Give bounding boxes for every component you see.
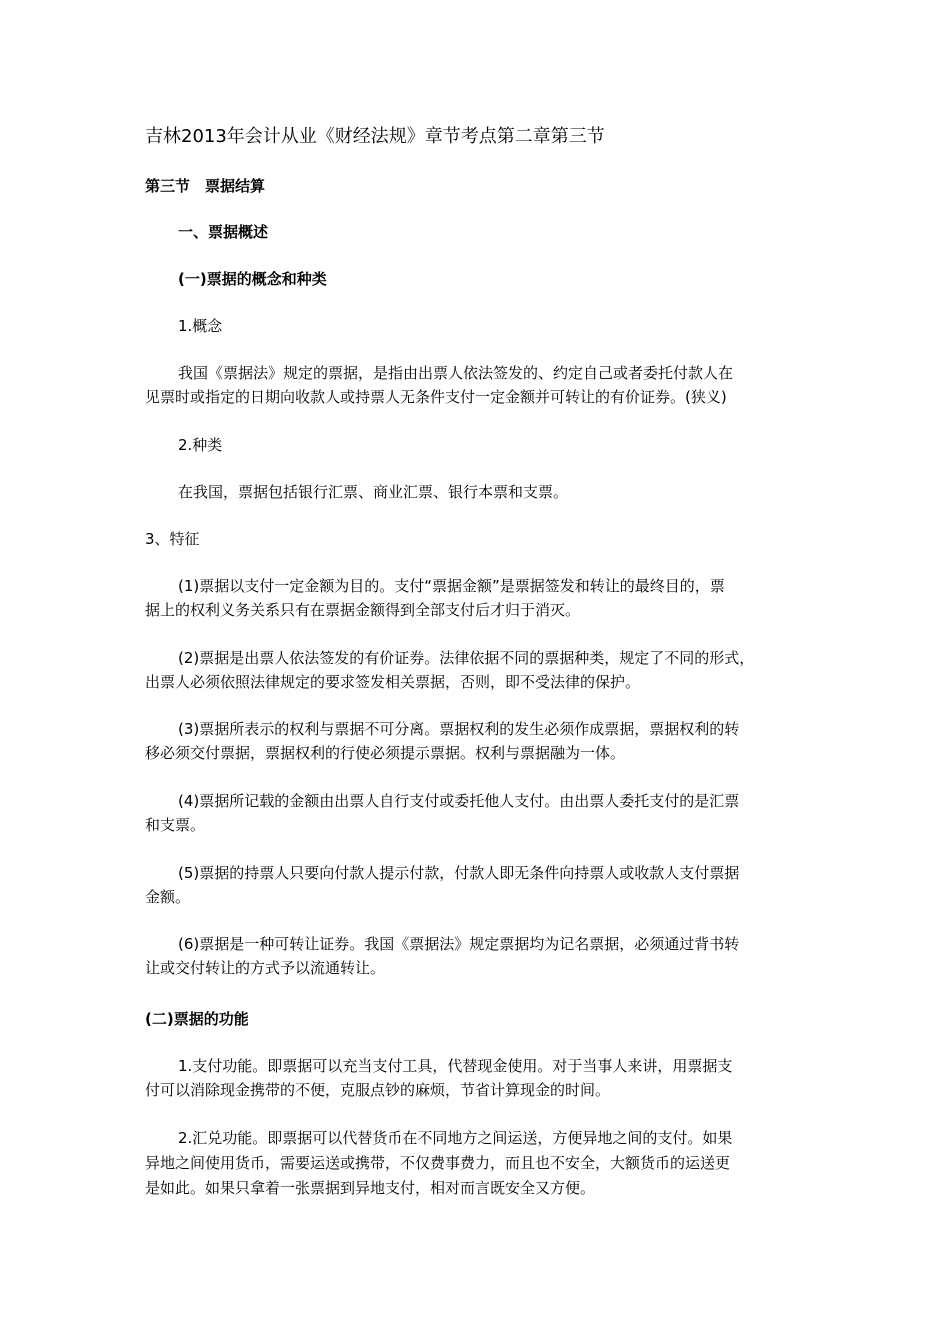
function-1-line: 付可以消除现金携带的不便，克服点钞的麻烦，节省计算现金的时间。 [145,1081,611,1099]
function-2-line: 是如此。如果只拿着一张票据到异地支付，相对而言既安全又方便。 [145,1179,596,1197]
feature-1-line: (1)票据以支付一定金额为目的。支付“票据金额”是票据签发和转让的最终目的，票 [178,577,725,595]
document-title: 吉林2013年会计从业《财经法规》章节考点第二章第三节 [145,126,605,147]
function-2-line: 异地之间使用货币，需要运送或携带，不仅费事费力，而且也不安全，大额货币的运送更 [145,1154,731,1172]
feature-2-line: 出票人必须依照法律规定的要求签发相关票据，否则，即不受法律的保护。 [145,673,641,691]
feature-5-line: 金额。 [145,888,191,906]
feature-2-line: (2)票据是出票人依法签发的有价证券。法律依据不同的票据种类，规定了不同的形式， [178,649,755,667]
feature-5-line: (5)票据的持票人只要向付款人提示付款，付款人即无条件向持票人或收款人支付票据 [178,864,740,882]
function-2-line: 2.汇兑功能。即票据可以代替货币在不同地方之间运送，方便异地之间的支付。如果 [178,1129,733,1147]
types-paragraph: 在我国，票据包括银行汇票、商业汇票、银行本票和支票。 [178,483,569,501]
feature-6-line: (6)票据是一种可转让证券。我国《票据法》规定票据均为记名票据，必须通过背书转 [178,935,740,953]
feature-4-line: 和支票。 [145,816,206,834]
concept-paragraph-line: 见票时或指定的日期向收款人或持票人无条件支付一定金额并可转让的有价证券。(狭义) [145,388,727,406]
feature-3-line: 移必须交付票据，票据权利的行使必须提示票据。权利与票据融为一体。 [145,744,626,762]
feature-6-line: 让或交付转让的方式予以流通转让。 [145,959,386,977]
concept-paragraph-line: 我国《票据法》规定的票据，是指由出票人依法签发的、约定自己或者委托付款人在 [178,364,734,382]
subheading-overview: 一、票据概述 [178,223,269,241]
feature-4-line: (4)票据所记载的金额由出票人自行支付或委托他人支付。由出票人委托支付的是汇票 [178,792,740,810]
item-concept: 1.概念 [178,317,223,335]
function-1-line: 1.支付功能。即票据可以充当支付工具，代替现金使用。对于当事人来讲，用票据支 [178,1057,733,1075]
item-types: 2.种类 [178,436,223,454]
feature-3-line: (3)票据所表示的权利与票据不可分离。票据权利的发生必须作成票据，票据权利的转 [178,720,740,738]
subheading-concept-and-types: (一)票据的概念和种类 [178,270,327,288]
item-features: 3、特征 [145,530,200,548]
subheading-functions: (二)票据的功能 [145,1010,249,1028]
feature-1-line: 据上的权利义务关系只有在票据金额得到全部支付后才归于消灭。 [145,601,581,619]
section-heading: 第三节 票据结算 [145,177,266,195]
